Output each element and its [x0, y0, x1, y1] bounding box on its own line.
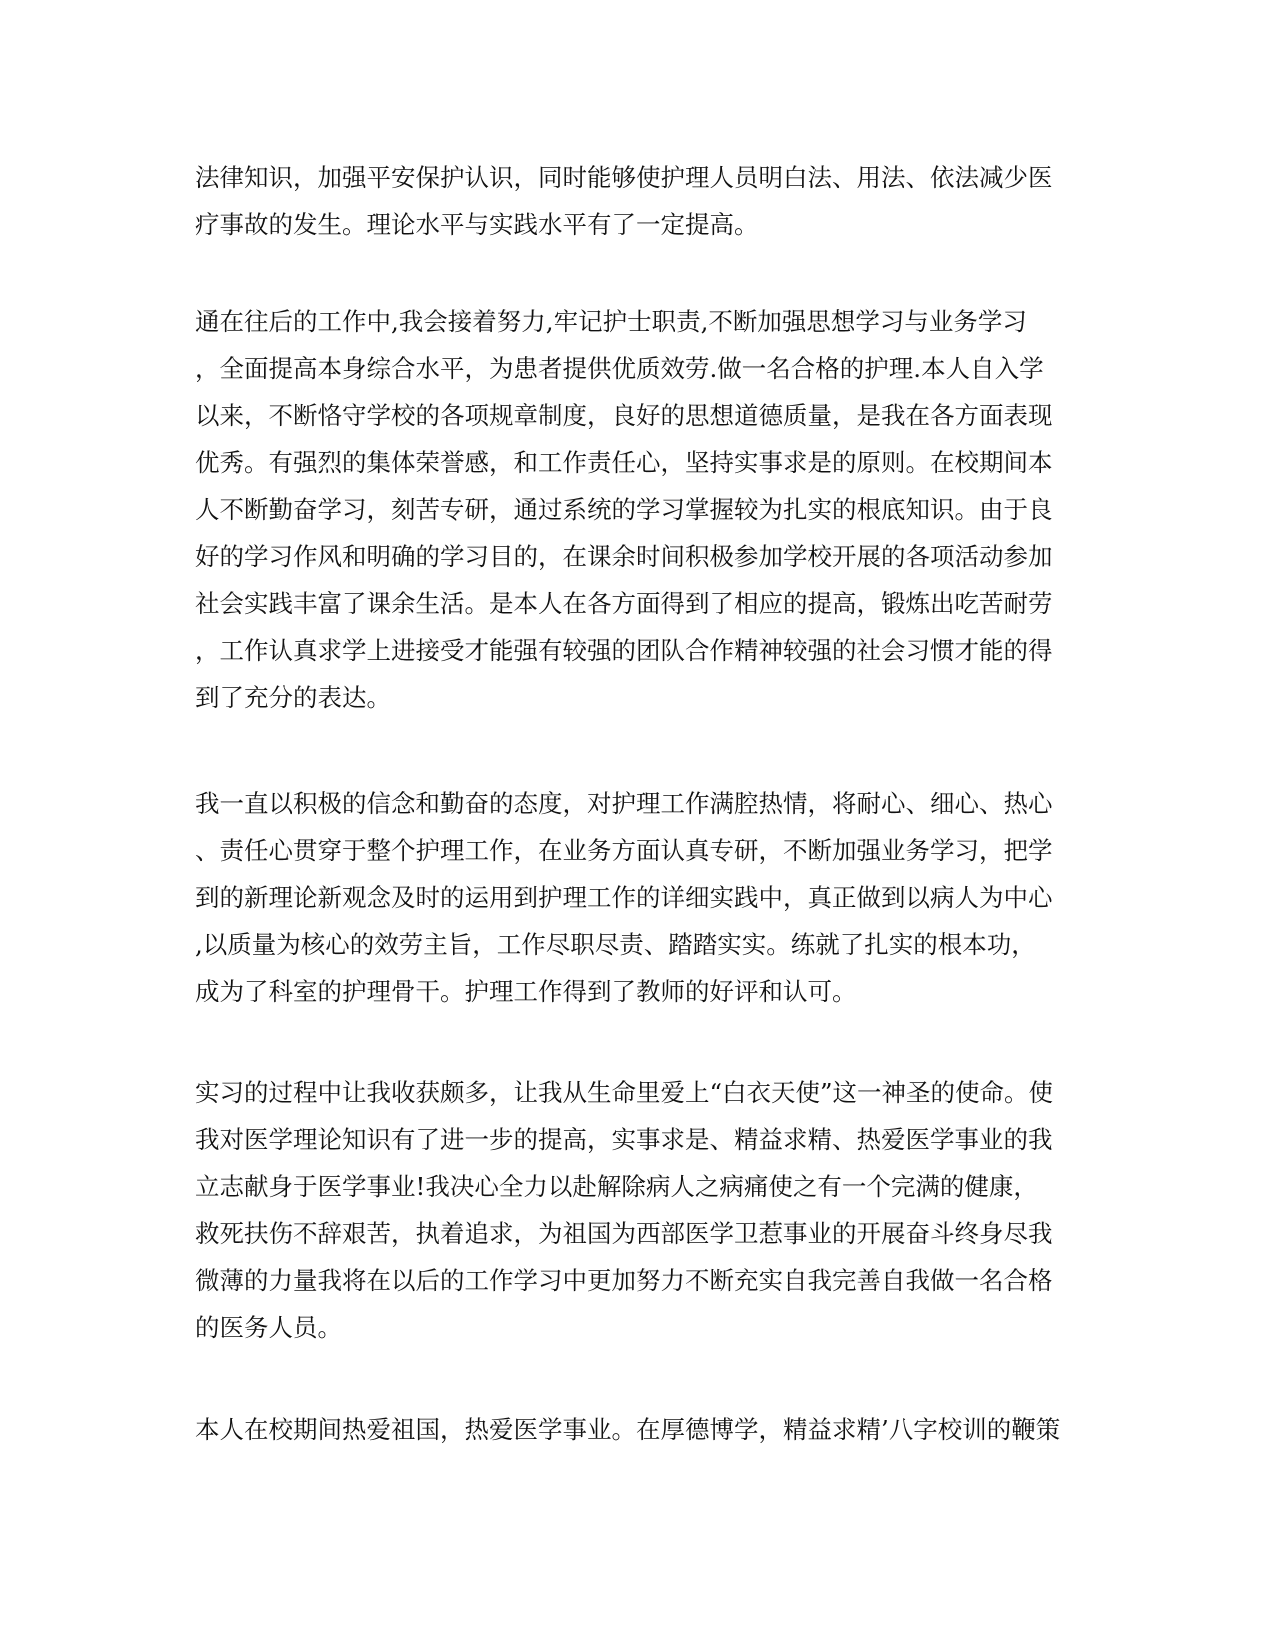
text-line: 法律知识，加强平安保护认识，同时能够使护理人员明白法、用法、依法减少医 — [195, 163, 1053, 192]
text-line: 成为了科室的护理骨干。护理工作得到了教师的好评和认可。 — [195, 977, 857, 1006]
paragraph-4 — [195, 1069, 1085, 1351]
text-line: 以来，不断恪守学校的各项规章制度，良好的思想道德质量，是我在各方面表现 — [195, 401, 1053, 430]
paragraph-2 — [195, 298, 1085, 721]
text-line: 优秀。有强烈的集体荣誉感，和工作责任心，坚持实事求是的原则。在校期间本 — [195, 448, 1053, 477]
text-line: ，全面提高本身综合水平，为患者提供优质效劳.做一名合格的护理.本人自入学 — [195, 354, 1044, 383]
text-line: 我对医学理论知识有了进一步的提高，实事求是、精益求精、热爱医学事业的我 — [195, 1125, 1053, 1154]
text-line: 好的学习作风和明确的学习目的，在课余时间积极参加学校开展的各项活动参加 — [195, 542, 1053, 571]
paragraph-3 — [195, 780, 1085, 1015]
text-line: 疗事故的发生。理论水平与实践水平有了一定提高。 — [195, 210, 759, 239]
text-line: 救死扶伤不辞艰苦，执着追求，为祖国为西部医学卫惹事业的开展奋斗终身尽我 — [195, 1219, 1053, 1248]
text-line: ,以质量为核心的效劳主旨，工作尽职尽责、踏踏实实。练就了扎实的根本功， — [195, 930, 1036, 959]
text-line: 到了充分的表达。 — [195, 683, 391, 712]
paragraph-1 — [195, 154, 1085, 248]
text-line: 实习的过程中让我收获颇多，让我从生命里爱上“白衣天使”这一神圣的使命。使 — [195, 1078, 1054, 1107]
text-line: ，工作认真求学上进接受才能强有较强的团队合作精神较强的社会习惯才能的得 — [195, 636, 1053, 665]
text-line: 社会实践丰富了课余生活。是本人在各方面得到了相应的提高，锻炼出吃苦耐劳 — [195, 589, 1053, 618]
text-line: 我一直以积极的信念和勤奋的态度，对护理工作满腔热情，将耐心、细心、热心 — [195, 789, 1053, 818]
paragraph-5 — [195, 1406, 1085, 1453]
text-line: 人不断勤奋学习，刻苦专研，通过系统的学习掌握较为扎实的根底知识。由于良 — [195, 495, 1053, 524]
text-line: 通在往后的工作中,我会接着努力,牢记护士职责,不断加强思想学习与业务学习 — [195, 307, 1027, 336]
text-line: 立志献身于医学事业!我决心全力以赴解除病人之病痛使之有一个完满的健康， — [195, 1172, 1038, 1201]
text-line: 到的新理论新观念及时的运用到护理工作的详细实践中，真正做到以病人为中心 — [195, 883, 1053, 912]
text-line: 本人在校期间热爱祖国，热爱医学事业。在厚德博学，精益求精’八字校训的鞭策 — [195, 1415, 1061, 1444]
text-line: 、责任心贯穿于整个护理工作，在业务方面认真专研，不断加强业务学习，把学 — [195, 836, 1053, 865]
text-line: 的医务人员。 — [195, 1313, 342, 1342]
text-line: 微薄的力量我将在以后的工作学习中更加努力不断充实自我完善自我做一名合格 — [195, 1266, 1053, 1295]
